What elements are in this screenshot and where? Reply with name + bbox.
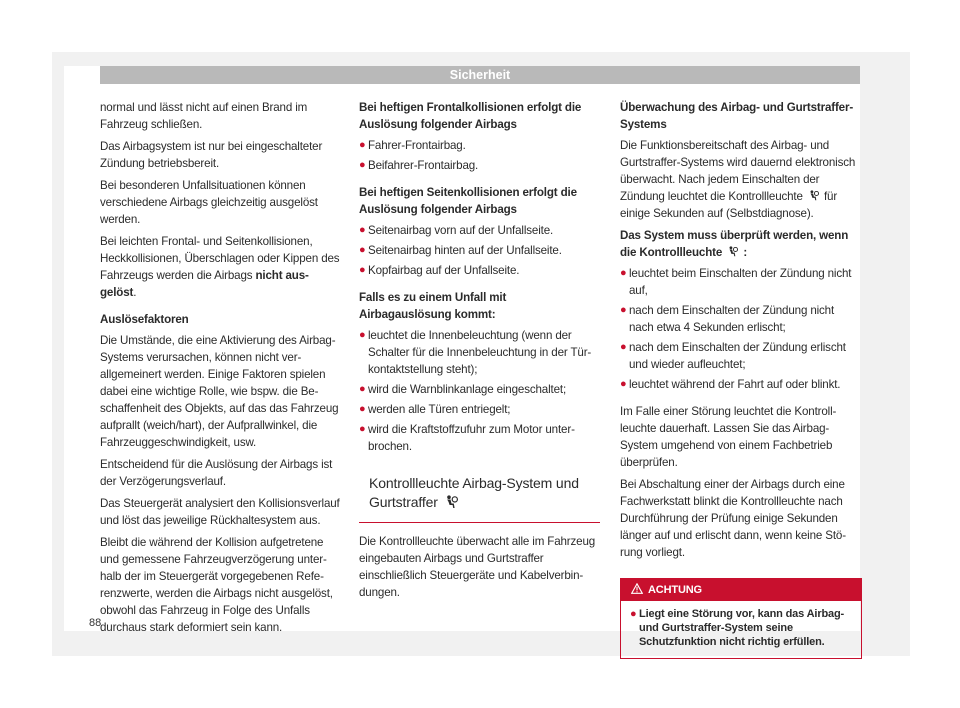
list-item: ● Seitenairbag vorn auf der Unfallseite.	[359, 224, 554, 237]
paragraph: Bei besonderen Unfallsituationen können verschiedene Airbags gleichzeitig ausgelöst werden.	[100, 179, 318, 226]
bullet-icon: ●	[620, 341, 627, 353]
page-header-bar: Sicherheit	[100, 66, 860, 84]
warning-body	[621, 601, 861, 658]
paragraph: normal und lässt nicht auf einen Brand im Fahrzeug schließen.	[100, 101, 308, 131]
section-heading: Bei heftigen Frontalkollisionen erfolgt die Auslösung folgender Airbags	[359, 101, 582, 131]
paragraph	[100, 233, 341, 301]
list-item: ● Fahrer-Frontairbag.	[359, 139, 466, 152]
bullet-icon: ●	[359, 244, 366, 256]
paragraph: Die Kontrollleuchte überwacht alle im Fahrzeug eingebauten Airbags und Gurtstraffer einschließlich Steuergeräte und Kabelverbindungen.	[359, 535, 596, 599]
column-left	[100, 99, 341, 641]
list-item: ● Liegt eine Störung vor, kann das Airbag- und Gurtstraffer-System seine Schutzfunktion nicht richtig erfüllen.	[630, 608, 845, 648]
list-item: ● Beifahrer-Frontairbag.	[359, 159, 479, 172]
paragraph: Das Airbagsystem ist nur bei eingeschalteter Zündung betriebsbereit.	[100, 140, 323, 170]
section-title-text: Kontrollleuchte Airbag-System und Gurtstraffer	[369, 475, 579, 510]
paragraph: Bei Abschaltung einer der Airbags durch eine Fachwerkstatt blinkt die Kontrollleuchte nach Durchführung der Prüfung einige Sekunden länger auf und erlischt dann, wenn keine Störung vorliegt.	[620, 478, 847, 559]
list-item: ● werden alle Türen entriegelt;	[359, 403, 511, 416]
warning-triangle-icon	[631, 583, 643, 594]
section-title	[359, 474, 600, 523]
bullet-icon: ●	[620, 267, 627, 279]
bullet-icon: ●	[359, 159, 366, 171]
section-heading: Das System muss überprüft werden, wenn die Kontrollleuchte :	[620, 229, 849, 259]
section-heading: Bei heftigen Seitenkollisionen erfolgt die Auslösung folgender Airbags	[359, 186, 577, 216]
bullet-icon: ●	[359, 139, 366, 151]
bullet-icon: ●	[620, 304, 627, 316]
section-heading: Falls es zu einem Unfall mit Airbagauslösung kommt:	[359, 291, 507, 321]
list-item: ● wird die Kraftstoffzufuhr zum Motor unterbrochen.	[359, 423, 575, 453]
bullet-icon: ●	[359, 224, 366, 236]
column-middle	[359, 99, 600, 606]
bullet-icon: ●	[359, 264, 366, 276]
bullet-icon: ●	[359, 403, 366, 415]
section-heading: Auslösefaktoren	[100, 313, 189, 326]
airbag-warning-lamp-icon	[444, 495, 458, 509]
warning-header	[621, 579, 861, 601]
list-item: ● leuchtet beim Einschalten der Zündung nicht auf,	[620, 267, 852, 297]
bullet-icon: ●	[359, 329, 366, 341]
paragraph-text: Bei leichten Frontal- und Seitenkollisionen, Heckkollisionen, Überschlagen oder Kippen des Fahrzeugs werden die Airbags	[100, 235, 340, 282]
paragraph: Bleibt die während der Kollision aufgetretene und gemessene Fahrzeugverzögerung unterhalb der im Steuergerät vorgegebenen Referenzwerte, werden die Airbags nicht ausgelöst, obwohl das Fahrzeug in Folge des Unfalls durchaus stark deformiert sein kann.	[100, 536, 333, 634]
paragraph: Die Umstände, die eine Aktivierung des Airbag-Systems verursachen, können nicht verallgemeinert werden. Einige Faktoren spielen dabei eine wichtige Rolle, wie bspw. die Beschaffenheit des Objekts, auf das das Fahrzeug aufprallt (weich/hart), der Aufprallwinkel, die Fahrzeuggeschwindigkeit, usw.	[100, 334, 339, 449]
list-item: ● leuchtet während der Fahrt auf oder blinkt.	[620, 378, 841, 391]
list-item: ● Kopfairbag auf der Unfallseite.	[359, 264, 520, 277]
column-right	[620, 99, 860, 659]
paragraph: Die Funktionsbereitschaft des Airbag- und Gurtstraffer-Systems wird dauernd elektronisch überwacht. Nach jedem Einschalten der Zündung leuchtet die Kontrollleuchte für einige Sekunden auf (Selbstdiagnose).	[620, 139, 856, 220]
paragraph-text: .	[133, 286, 137, 299]
paragraph: Entscheidend für die Auslösung der Airbags ist der Verzögerungsverlauf.	[100, 458, 333, 488]
list-item: ● wird die Warnblinkanlage eingeschaltet;	[359, 383, 567, 396]
warning-box	[620, 578, 862, 659]
list-item: ● nach dem Einschalten der Zündung nicht nach etwa 4 Sekunden erlischt;	[620, 304, 835, 334]
airbag-warning-lamp-icon	[727, 246, 738, 257]
list-item: ● leuchtet die Innenbeleuchtung (wenn der Schalter für die Innenbeleuchtung in der Türkontaktstellung steht);	[359, 329, 592, 376]
list-item: ● Seitenairbag hinten auf der Unfallseite.	[359, 244, 562, 257]
page-number: 88	[89, 617, 102, 629]
list-item: ● nach dem Einschalten der Zündung erlischt und wieder aufleuchtet;	[620, 341, 846, 371]
section-heading: Überwachung des Airbag- und Gurtstraffer-Systems	[620, 101, 854, 131]
airbag-warning-lamp-icon	[808, 190, 819, 201]
paragraph: Im Falle einer Störung leuchtet die Kontrollleuchte dauerhaft. Lassen Sie das Airbag-System umgehend von einem Fachbetrieb überprüfen.	[620, 405, 837, 469]
bullet-icon: ●	[620, 378, 627, 390]
warning-label: ACHTUNG	[648, 584, 702, 596]
paragraph-bold-text: nicht ausgelöst	[100, 269, 309, 299]
bullet-icon: ●	[359, 423, 366, 435]
bullet-icon: ●	[359, 383, 366, 395]
paragraph: Das Steuergerät analysiert den Kollisionsverlauf und löst das jeweilige Rückhaltesystem aus.	[100, 497, 340, 527]
bullet-icon: ●	[630, 608, 637, 620]
